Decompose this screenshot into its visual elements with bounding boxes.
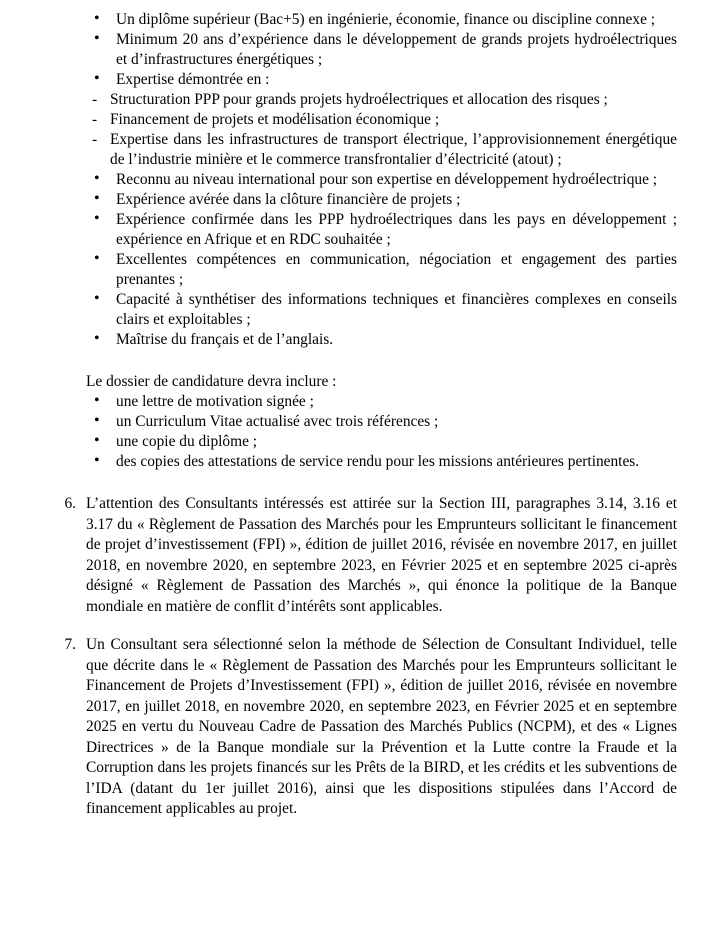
list-item: • Reconnu au niveau international pour son expertise en développement hydroélectrique ; <box>86 170 677 190</box>
list-item: - Expertise dans les infrastructures de transport électrique, l’approvisionnement énergétique de l’industrie minière et le commerce transfrontalier d’électricité (atout) ; <box>84 130 677 170</box>
list-item: • Un diplôme supérieur (Bac+5) en ingénierie, économie, finance ou discipline connexe ; <box>86 10 677 30</box>
list-item: • Minimum 20 ans d’expérience dans le développement de grands projets hydroélectriques et d’infrastructures énergétiques ; <box>86 30 677 70</box>
list-item: • des copies des attestations de service rendu pour les missions antérieures pertinentes. <box>86 452 677 472</box>
qualifications-list <box>34 10 677 90</box>
list-item: • une copie du diplôme ; <box>86 432 677 452</box>
qualifications-sublist <box>34 90 677 170</box>
list-item: • Excellentes compétences en communication, négociation et engagement des parties prenantes ; <box>86 250 677 290</box>
list-item: • Expertise démontrée en : <box>86 70 677 90</box>
list-item: - Financement de projets et modélisation économique ; <box>84 110 677 130</box>
clause-text: L’attention des Consultants intéressés est attirée sur la Section III, paragraphes 3.14, 3.16 et 3.17 du « Règlement de Passation des Marchés pour les Emprunteurs sollicitant le financement de projet d’investissement (FPI) », édition de juillet 2016, révisée en novembre 2017, en juillet 2018, en novembre 2020, en septembre 2023, en Février 2025 et en septembre 2025 ci-après désigné « Règlement de Passation des Marchés », qui énonce la politique de la Banque mondiale en matière de conflit d’intérêts sont applicables. <box>86 495 677 615</box>
qualifications-list-continued <box>34 170 677 350</box>
list-item: • Expérience confirmée dans les PPP hydroélectriques dans les pays en développement ; expérience en Afrique et en RDC souhaitée ; <box>86 210 677 250</box>
clause-number: 7. <box>64 636 76 654</box>
application-file-list <box>34 392 677 472</box>
list-item: - Structuration PPP pour grands projets hydroélectriques et allocation des risques ; <box>84 90 677 110</box>
application-file-lead: Le dossier de candidature devra inclure : <box>86 373 337 391</box>
list-item: • une lettre de motivation signée ; <box>86 392 677 412</box>
list-item: • un Curriculum Vitae actualisé avec trois références ; <box>86 412 677 432</box>
clause-7 <box>34 635 677 819</box>
list-item: • Capacité à synthétiser des informations techniques et financières complexes en conseils clairs et exploitables ; <box>86 290 677 330</box>
list-item: • Expérience avérée dans la clôture financière de projets ; <box>86 190 677 210</box>
list-item: • Maîtrise du français et de l’anglais. <box>86 330 677 350</box>
clause-number: 6. <box>64 495 76 513</box>
clause-6 <box>34 494 677 617</box>
clause-text: Un Consultant sera sélectionné selon la méthode de Sélection de Consultant Individuel, telle que décrite dans le « Règlement de Passation des Marchés pour les Emprunteurs sollicitant le Financement de Projets d’Investissement (FPI) », édition de juillet 2016, révisée en novembre 2017, en juillet 2018, en novembre 2020, en septembre 2023, en Février 2025 et en septembre 2025 en vertu du Nouveau Cadre de Passation des Marchés Publics (NCPM), et des « Lignes Directrices » de la Banque mondiale sur la Prévention et la Lutte contre la Fraude et la Corruption dans les projets financés sur les Prêts de la BIRD, et les crédits et les subventions de l’IDA (datant du 1er juillet 2016), ainsi que les dispositions stipulées dans l’Accord de financement applicables au projet. <box>86 636 677 818</box>
